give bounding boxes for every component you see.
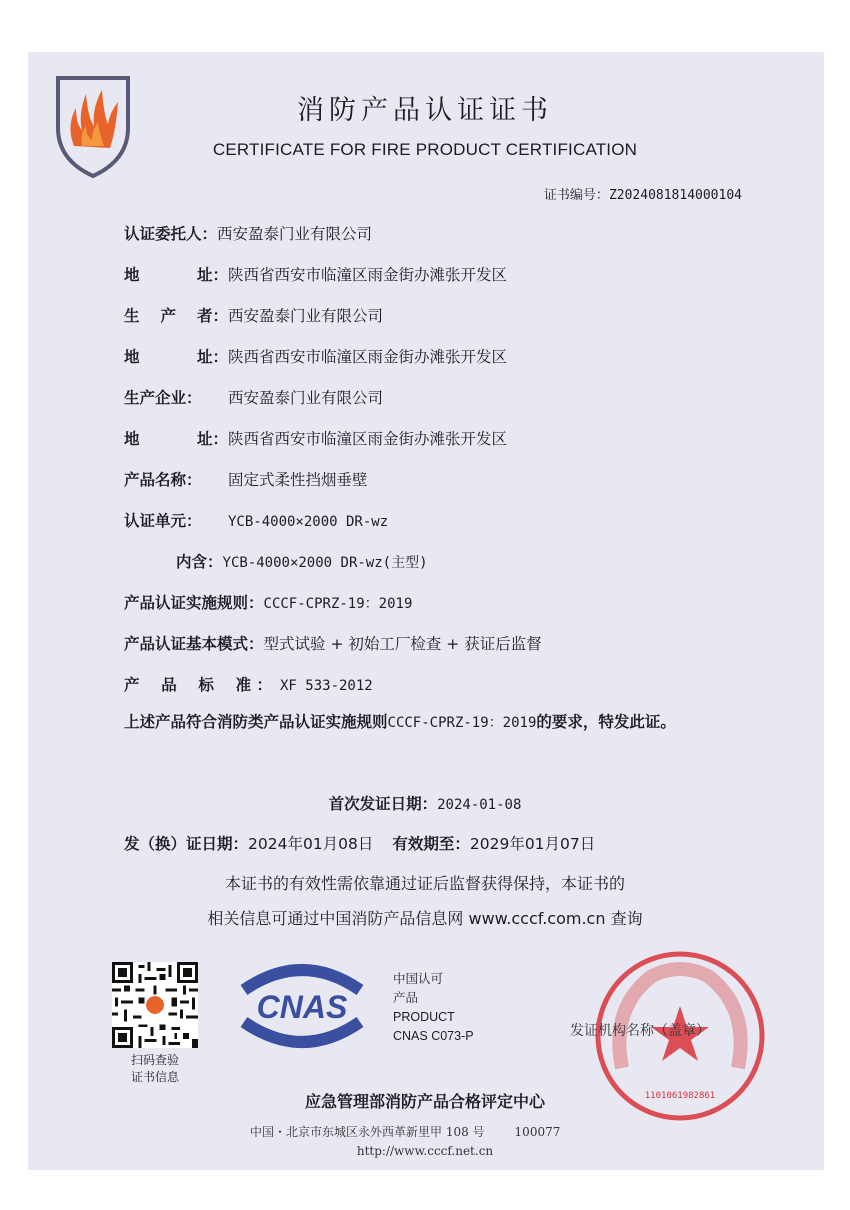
cnas-logo-text: CNAS <box>256 989 348 1025</box>
unit-row <box>124 509 388 531</box>
certificate-number-value: Z2024081814000104 <box>608 188 742 203</box>
mode-value: 型式试验 + 初始工厂检查 + 获证后监督 <box>263 635 542 653</box>
certificate-number-label: 证书编号： <box>543 188 609 203</box>
address-label: 地 址： <box>124 266 228 284</box>
organization-address: 中国・北京市东城区永外西革新里甲 108 号 100077 <box>250 1125 561 1139</box>
first-issue-value: 2024-01-08 <box>437 797 522 813</box>
product-name-label: 产品名称： <box>124 471 202 489</box>
producer-value: 西安盈泰门业有限公司 <box>228 307 384 325</box>
mode-row <box>124 632 542 654</box>
qr-code[interactable] <box>112 962 198 1048</box>
mode-label: 产品认证基本模式： <box>124 635 264 653</box>
client-address-value: 陕西省西安市临潼区雨金街办滩张开发区 <box>228 266 508 284</box>
issue-date-label: 发（换）证日期： <box>124 835 249 853</box>
first-issue-date <box>0 792 850 814</box>
unit-label: 认证单元： <box>124 512 202 530</box>
certificate-number <box>544 184 742 203</box>
issuer-seal-label: 发证机构名称（盖章） <box>570 1023 710 1039</box>
standard-value: XF 533-2012 <box>280 678 373 694</box>
notice-line-1: 本证书的有效性需依靠通过证后监督获得保持，本证书的 <box>224 874 625 893</box>
organization-website[interactable]: http://www.cccf.net.cn <box>356 1144 494 1158</box>
issue-dates-row <box>124 832 595 854</box>
producer-address-row <box>124 345 507 367</box>
conformity-statement: 上述产品符合消防类产品认证实施规则CCCF-CPRZ-19：2019的要求，特发此证。 <box>124 713 676 731</box>
factory-address-row <box>124 427 507 449</box>
factory-label: 生产企业： <box>124 389 202 407</box>
issuing-organization: 应急管理部消防产品合格评定中心 <box>304 1092 545 1111</box>
address-label: 地 址： <box>124 348 228 366</box>
contains-value: YCB-4000×2000 DR-wz(主型) <box>222 555 428 571</box>
rules-value: CCCF-CPRZ-19：2019 <box>263 596 413 612</box>
statement-rule: CCCF-CPRZ-19：2019 <box>387 715 537 731</box>
qr-caption: 扫码查验 证书信息 <box>130 1053 179 1084</box>
product-name-row <box>124 468 368 490</box>
address-label: 地 址： <box>124 430 228 448</box>
factory-address-value: 陕西省西安市临潼区雨金街办滩张开发区 <box>228 430 508 448</box>
producer-address-value: 陕西省西安市临潼区雨金街办滩张开发区 <box>228 348 508 366</box>
valid-until-label: 有效期至： <box>392 835 470 853</box>
product-name-value: 固定式柔性挡烟垂壁 <box>228 471 368 489</box>
certificate-title: 消防产品认证证书 <box>297 95 553 126</box>
contains-label: 内含： <box>176 553 223 571</box>
certificate-subtitle: CERTIFICATE FOR FIRE PRODUCT CERTIFICATION <box>212 140 638 159</box>
postcode: 100077 <box>514 1125 561 1139</box>
issue-date-value: 2024年01月08日 <box>248 835 374 853</box>
first-issue-label: 首次发证日期： <box>328 795 438 813</box>
notice-line-2: 相关信息可通过中国消防产品信息网 www.cccf.com.cn 查询 <box>207 909 643 928</box>
client-label: 认证委托人： <box>124 225 218 243</box>
contains-row <box>176 550 428 572</box>
factory-value: 西安盈泰门业有限公司 <box>228 389 384 407</box>
cnas-logo <box>236 960 368 1052</box>
client-row <box>124 222 372 244</box>
standard-label: 产 品 标 准 ： <box>124 676 272 694</box>
unit-value: YCB-4000×2000 DR-wz <box>228 514 389 530</box>
producer-row <box>124 304 383 326</box>
standard-row <box>124 673 373 695</box>
client-address-row <box>124 263 507 285</box>
client-value: 西安盈泰门业有限公司 <box>217 225 373 243</box>
cnas-accreditation-text: 中国认可 产品 PRODUCT CNAS C073-P <box>393 972 474 1043</box>
producer-label: 生 产 者： <box>124 307 228 325</box>
rules-row <box>124 591 412 613</box>
rules-label: 产品认证实施规则： <box>124 594 264 612</box>
valid-until-value: 2029年01月07日 <box>469 835 596 853</box>
seal-number: 1101061982861 <box>644 1091 716 1101</box>
factory-row <box>124 386 383 408</box>
